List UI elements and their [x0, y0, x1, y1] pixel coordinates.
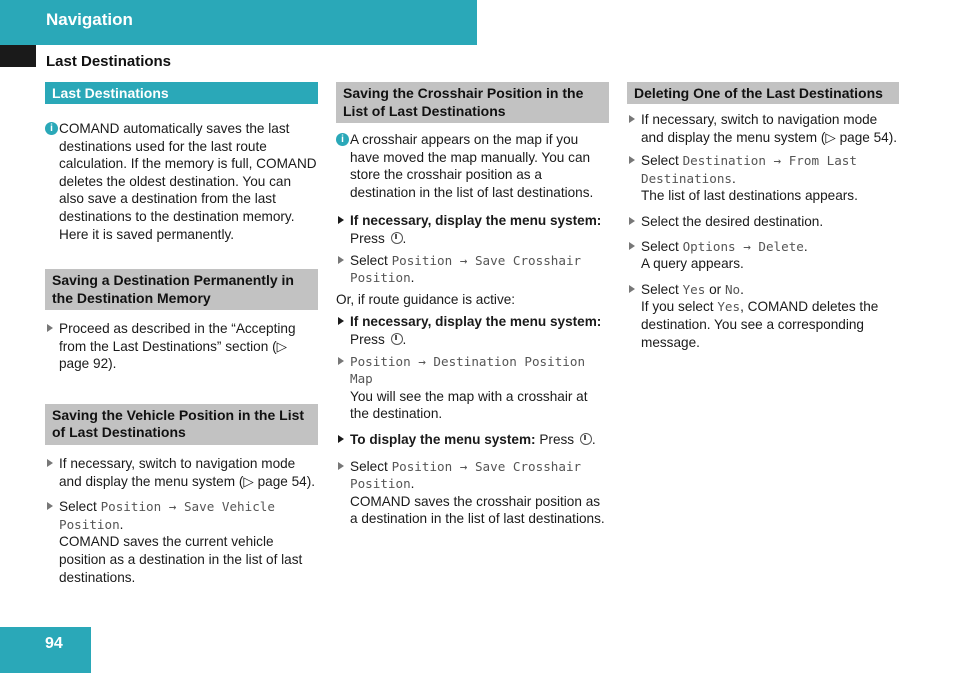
- bullet-arrow-icon: [338, 317, 344, 325]
- bullet-arrow-icon: [338, 435, 344, 443]
- period: .: [740, 281, 744, 297]
- step-result-text: You will see the map with a crosshair at the destination.: [350, 388, 588, 422]
- step-title: To display the menu system:: [350, 431, 536, 447]
- controller-knob-icon: [391, 333, 403, 345]
- info-note: [336, 131, 609, 201]
- info-note-text: A crosshair appears on the map if you have moved the map manually. You can store the crosshair position as a destination in the list of last destinations.: [350, 132, 594, 200]
- column-3: [627, 82, 899, 351]
- bullet-arrow-icon: [629, 217, 635, 225]
- step-switch-navigation: [627, 111, 899, 146]
- step-result-text: COMAND saves the current vehicle position as a destination in the list of last destinations.: [59, 534, 303, 585]
- select-label: Select: [59, 499, 97, 515]
- subheading-save-crosshair: Saving the Crosshair Position in the List of Last Destinations: [336, 82, 609, 123]
- bullet-arrow-icon: [338, 357, 344, 365]
- menu-path: Position → Destination Position Map: [350, 353, 586, 387]
- column-2: [336, 82, 609, 528]
- bullet-arrow-icon: [47, 324, 53, 332]
- bullet-arrow-icon: [338, 216, 344, 224]
- step-result-text: , COMAND deletes the destination. You see a corresponding message.: [641, 299, 879, 350]
- step-result-text: COMAND saves the crosshair position as a destination in the list of last destinations.: [350, 493, 605, 527]
- option-yes: Yes: [682, 281, 706, 297]
- bullet-arrow-icon: [629, 242, 635, 250]
- step-destination-map: [336, 353, 609, 423]
- press-label: Press: [350, 230, 385, 246]
- step-text: Select the desired destination.: [641, 213, 824, 229]
- info-note-text: COMAND automatically saves the last destinations used for the last route calculation. If the memory is full, COMAND deletes the oldest destination. You can also save a destination from the last destinations to the destination memory. Here it is saved permanently.: [59, 121, 317, 242]
- period: .: [591, 431, 596, 447]
- press-label: Press: [539, 431, 575, 447]
- subheading-delete-destination: Deleting One of the Last Destinations: [627, 82, 899, 104]
- select-label: Select: [350, 458, 388, 474]
- step-result-text: The list of last destinations appears.: [641, 188, 858, 204]
- bullet-arrow-icon: [338, 462, 344, 470]
- subheading-save-permanently: Saving a Destination Permanently in the Destination Memory: [45, 269, 318, 310]
- column-1: [45, 82, 318, 586]
- step-select-destination: [627, 213, 899, 231]
- option-yes: Yes: [717, 299, 741, 315]
- period: .: [119, 516, 124, 532]
- select-label: Select: [641, 153, 679, 169]
- menu-path: Options → Delete: [682, 238, 804, 254]
- subheading-save-vehicle-position: Saving the Vehicle Position in the List of Last Destinations: [45, 404, 318, 445]
- press-label: Press: [350, 331, 385, 347]
- bullet-arrow-icon: [629, 115, 635, 123]
- menu-path: Destination → From Last Destinations: [641, 153, 857, 186]
- menu-path: Position → Save Vehicle Position: [59, 499, 275, 532]
- step-text: Proceed as described in the “Accepting from the Last Destinations” section (▷ page 92).: [59, 321, 296, 372]
- bullet-arrow-icon: [47, 502, 53, 510]
- menu-path: Position → Save Crosshair Position: [350, 458, 582, 492]
- period: .: [402, 230, 407, 246]
- select-label: Select: [641, 281, 679, 297]
- step-display-menu: [336, 212, 609, 247]
- step-select-from-last: [627, 152, 899, 205]
- section-marker: [0, 45, 36, 67]
- section-heading: Last Destinations: [46, 53, 172, 70]
- info-icon: i: [45, 122, 58, 135]
- page-number: 94: [45, 635, 63, 652]
- or-label: or: [709, 281, 722, 297]
- chapter-title: Navigation: [46, 10, 133, 29]
- step-title: If necessary, display the menu system:: [350, 213, 602, 229]
- select-label: Select: [350, 252, 388, 268]
- subheading-last-destinations: Last Destinations: [45, 82, 318, 104]
- bullet-arrow-icon: [629, 156, 635, 164]
- step-select-save-crosshair-2: [336, 458, 609, 528]
- period: .: [410, 270, 415, 286]
- period: .: [410, 476, 415, 492]
- info-icon: i: [336, 133, 349, 146]
- step-display-menu-2: [336, 313, 609, 348]
- option-no: No: [724, 281, 741, 297]
- step-title: If necessary, display the menu system:: [350, 314, 602, 330]
- step-switch-navigation: [45, 455, 318, 490]
- step-result-text: A query appears.: [641, 256, 744, 272]
- select-label: Select: [641, 238, 679, 254]
- step-display-menu-3: [336, 431, 609, 449]
- step-select-delete: [627, 238, 899, 273]
- step-select-yes-no: [627, 281, 899, 351]
- step-text: If necessary, switch to navigation mode and display the menu system (▷ page 54).: [641, 112, 898, 145]
- step-text: If necessary, switch to navigation mode and display the menu system (▷ page 54).: [59, 455, 316, 489]
- period: .: [732, 170, 736, 186]
- if-select-label: If you select: [641, 299, 714, 315]
- info-note: [45, 120, 318, 243]
- period: .: [803, 238, 808, 254]
- controller-knob-icon: [391, 232, 403, 244]
- step-proceed: [45, 320, 318, 373]
- bullet-arrow-icon: [629, 285, 635, 293]
- bullet-arrow-icon: [338, 256, 344, 264]
- controller-knob-icon: [580, 433, 592, 445]
- menu-path: Position → Save Crosshair Position: [350, 252, 582, 286]
- period: .: [402, 331, 407, 347]
- step-select-save-crosshair: [336, 252, 609, 287]
- bullet-arrow-icon: [47, 459, 53, 467]
- or-text: Or, if route guidance is active:: [336, 291, 516, 307]
- step-select-save-vehicle: [45, 498, 318, 586]
